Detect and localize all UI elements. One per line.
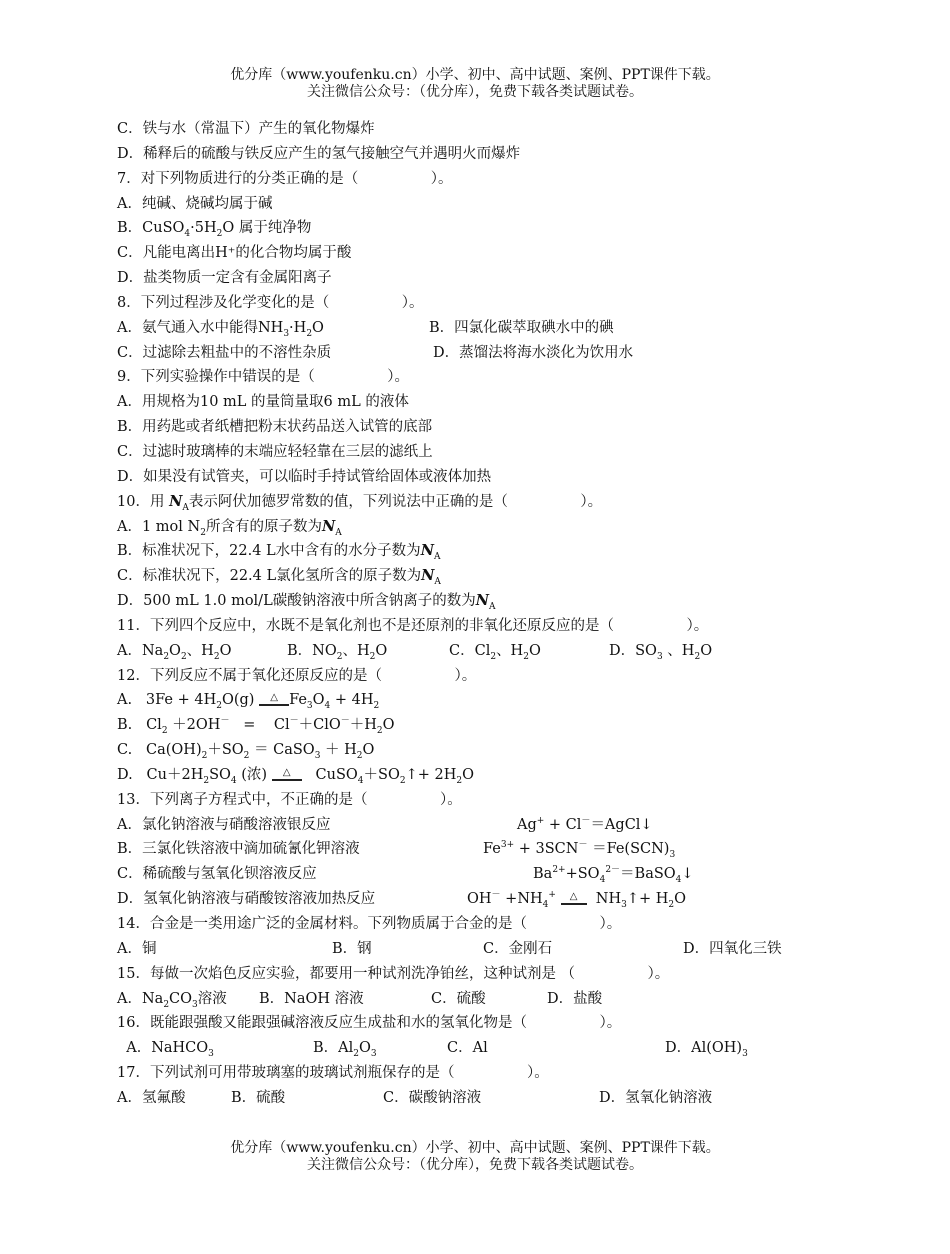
option-line: A．1 mol $N_2$所含有的原子数为$N_A$ — [117, 517, 342, 538]
option-c: C．金刚石 — [483, 940, 553, 957]
option-line: B．标准状况下，22.4 L水中含有的水分子数为$N_A$ — [117, 542, 441, 563]
option-a: A．铜 — [117, 940, 157, 957]
heat-arrow-icon: △ — [561, 891, 587, 905]
option-line: A．用规格为10 mL 的量筒量取6 mL 的液体 — [117, 394, 409, 411]
option-line: C．铁与水（常温下）产生的氧化物爆炸 — [117, 121, 375, 137]
question-8: 8．下列过程涉及化学变化的是（ ）。 — [117, 294, 424, 311]
header-line-2: 关注微信公众号：（优分库），免费下载各类试题试卷。 — [307, 84, 643, 100]
option-text: C．稀硫酸与氢氧化钡溶液反应 — [117, 866, 317, 883]
option-line: A．NaHCO$_3$ B．$Al_2O_3$ C．Al D．$Al(OH)_3$ — [117, 1036, 817, 1061]
option-d: D．氢氧化钠溶液 — [599, 1089, 713, 1106]
option-line: B．三氯化铁溶液中滴加硫氰化钾溶液 $Fe^{3+} + 3SCN^- =Fe(SCN)_3$ — [117, 840, 676, 861]
page-header — [0, 67, 950, 101]
option-line: A．$Na_2CO_3$溶液 B．NaOH 溶液 C．硫酸 D．盐酸 — [117, 987, 817, 1012]
option-a: A．氢氟酸 — [117, 1089, 186, 1106]
option-d: D．盐酸 — [547, 990, 603, 1007]
question-13: 13．下列离子方程式中，不正确的是（ ）。 — [117, 791, 462, 808]
question-12: 12．下列反应不属于氧化还原反应的是（ ）。 — [117, 667, 477, 684]
option-c: C．硫酸 — [431, 990, 486, 1007]
option-c: C．过滤除去粗盐中的不溶性杂质 — [117, 344, 332, 361]
option-line: D．稀释后的硫酸与铁反应产生的氢气接触空气并遇明火而爆炸 — [117, 145, 521, 162]
option-b: B．四氯化碳萃取碘水中的碘 — [429, 319, 614, 336]
option-line: B．$CuSO_4\cdot 5H_2O$ 属于纯净物 — [117, 220, 312, 240]
option-line: C. $Ca(OH)_2+SO_2$ ＝ CaSO$_3$ ＋ $H_2O$ — [117, 742, 375, 761]
option-text: A．氯化钠溶液与硝酸溶液银反应 — [117, 816, 331, 833]
option-b: B．钢 — [332, 940, 372, 957]
heat-arrow-icon: △ — [259, 692, 289, 706]
option-line: B．用药匙或者纸槽把粉末状药品送入试管的底部 — [117, 419, 433, 436]
option-line: A．氯化钠溶液与硝酸溶液银反应 Ag+ + Cl－＝AgCl↓ — [117, 815, 653, 833]
footer-line-2: 关注微信公众号：（优分库），免费下载各类试题试卷。 — [307, 1157, 643, 1173]
option-line: A. $3Fe + 4H_2O(g)$ △ $Fe_3O_4 + 4H_2$ — [117, 692, 380, 712]
question-14: 14．合金是一类用途广泛的金属材料。下列物质属于合金的是（ ）。 — [117, 916, 622, 932]
question-9: 9．下列实验操作中错误的是（ ）。 — [117, 369, 409, 386]
option-line: A．纯碱、烧碱均属于碱 — [117, 195, 273, 212]
option-c: C．碳酸钠溶液 — [383, 1089, 482, 1106]
option-d: D．蒸馏法将海水淡化为饮用水 — [433, 344, 634, 361]
option-line: D．500 mL 1.0 mol/L碳酸钠溶液中所含钠离子的数为$N_A$ — [117, 592, 496, 612]
question-17: 17．下列试剂可用带玻璃塞的玻璃试剂瓶保存的是（ ）。 — [117, 1065, 549, 1082]
option-b: B．硫酸 — [231, 1089, 286, 1106]
question-10: 10．用 $N_A$表示阿伏加德罗常数的值，下列说法中正确的是（ ）。 — [117, 492, 603, 513]
option-line: C．稀硫酸与氢氧化钡溶液反应 $Ba^{2+}+SO_4^{2-}=BaSO_4↓$ — [117, 865, 694, 886]
option-line: A．$Na_2O_2$、$H_2O$ B．$NO_2$、$H_2O$ C．$Cl_2$、$H_2O$ D．$SO_3$ 、$H_2O$ — [117, 642, 713, 662]
option-line: C．凡能电离出H⁺的化合物均属于酸 — [117, 245, 352, 262]
option-line: C．过滤时玻璃棒的末端应轻轻靠在三层的滤纸上 — [117, 443, 433, 460]
option-line: B. $Cl_2 +2OH^-$ = $Cl^-+ClO^-+H_2O$ — [117, 716, 395, 737]
page-footer — [0, 1140, 950, 1174]
heat-arrow-icon: △ — [272, 767, 302, 781]
footer-line-1: 优分库（www.youfenku.cn）小学、初中、高中试题、案例、PPT课件下载。 — [230, 1140, 720, 1156]
option-text: D．氢氧化钠溶液与硝酸铵溶液加热反应 — [117, 891, 376, 908]
option-line: D．盐类物质一定含有金属阳离子 — [117, 270, 332, 287]
option-d: D．四氧化三铁 — [683, 940, 782, 957]
option-line — [117, 341, 817, 366]
option-line: A．氨气通入水中能得$NH_3\cdot H_2O$ B．四氯化碳萃取碘水中的碘 — [117, 316, 817, 341]
option-line: D. $Cu+2H_2SO_4$ (浓) △ $CuSO_4+SO_2↑+ 2H_2O$ — [117, 766, 474, 786]
option-line — [117, 937, 817, 962]
option-c: C．Al — [447, 1040, 488, 1057]
question-body — [117, 117, 817, 1111]
header-line-1: 优分库（www.youfenku.cn）小学、初中、高中试题、案例、PPT课件下载。 — [230, 67, 720, 83]
option-line — [117, 1086, 817, 1111]
question-7: 7．对下列物质进行的分类正确的是（ ）。 — [117, 170, 453, 187]
option-line: D．如果没有试管夹，可以临时手持试管给固体或液体加热 — [117, 468, 492, 485]
question-11: 11．下列四个反应中，水既不是氧化剂也不是还原剂的非氧化还原反应的是（ ）。 — [117, 617, 709, 634]
question-16: 16．既能跟强酸又能跟强碱溶液反应生成盐和水的氢氧化物是（ ）。 — [117, 1015, 622, 1032]
question-15: 15．每做一次焰色反应实验，都要用一种试剂洗净铂丝，这种试剂是 （ ）。 — [117, 965, 670, 982]
option-line: D．氢氧化钠溶液与硝酸铵溶液加热反应 $OH^- +NH_4^+$ △ $NH_3↑+ H_2O$ — [117, 890, 687, 911]
option-line: C．标准状况下，22.4 L氯化氢所含的原子数为$N_A$ — [117, 567, 441, 588]
option-text: B．三氯化铁溶液中滴加硫氰化钾溶液 — [117, 841, 360, 858]
